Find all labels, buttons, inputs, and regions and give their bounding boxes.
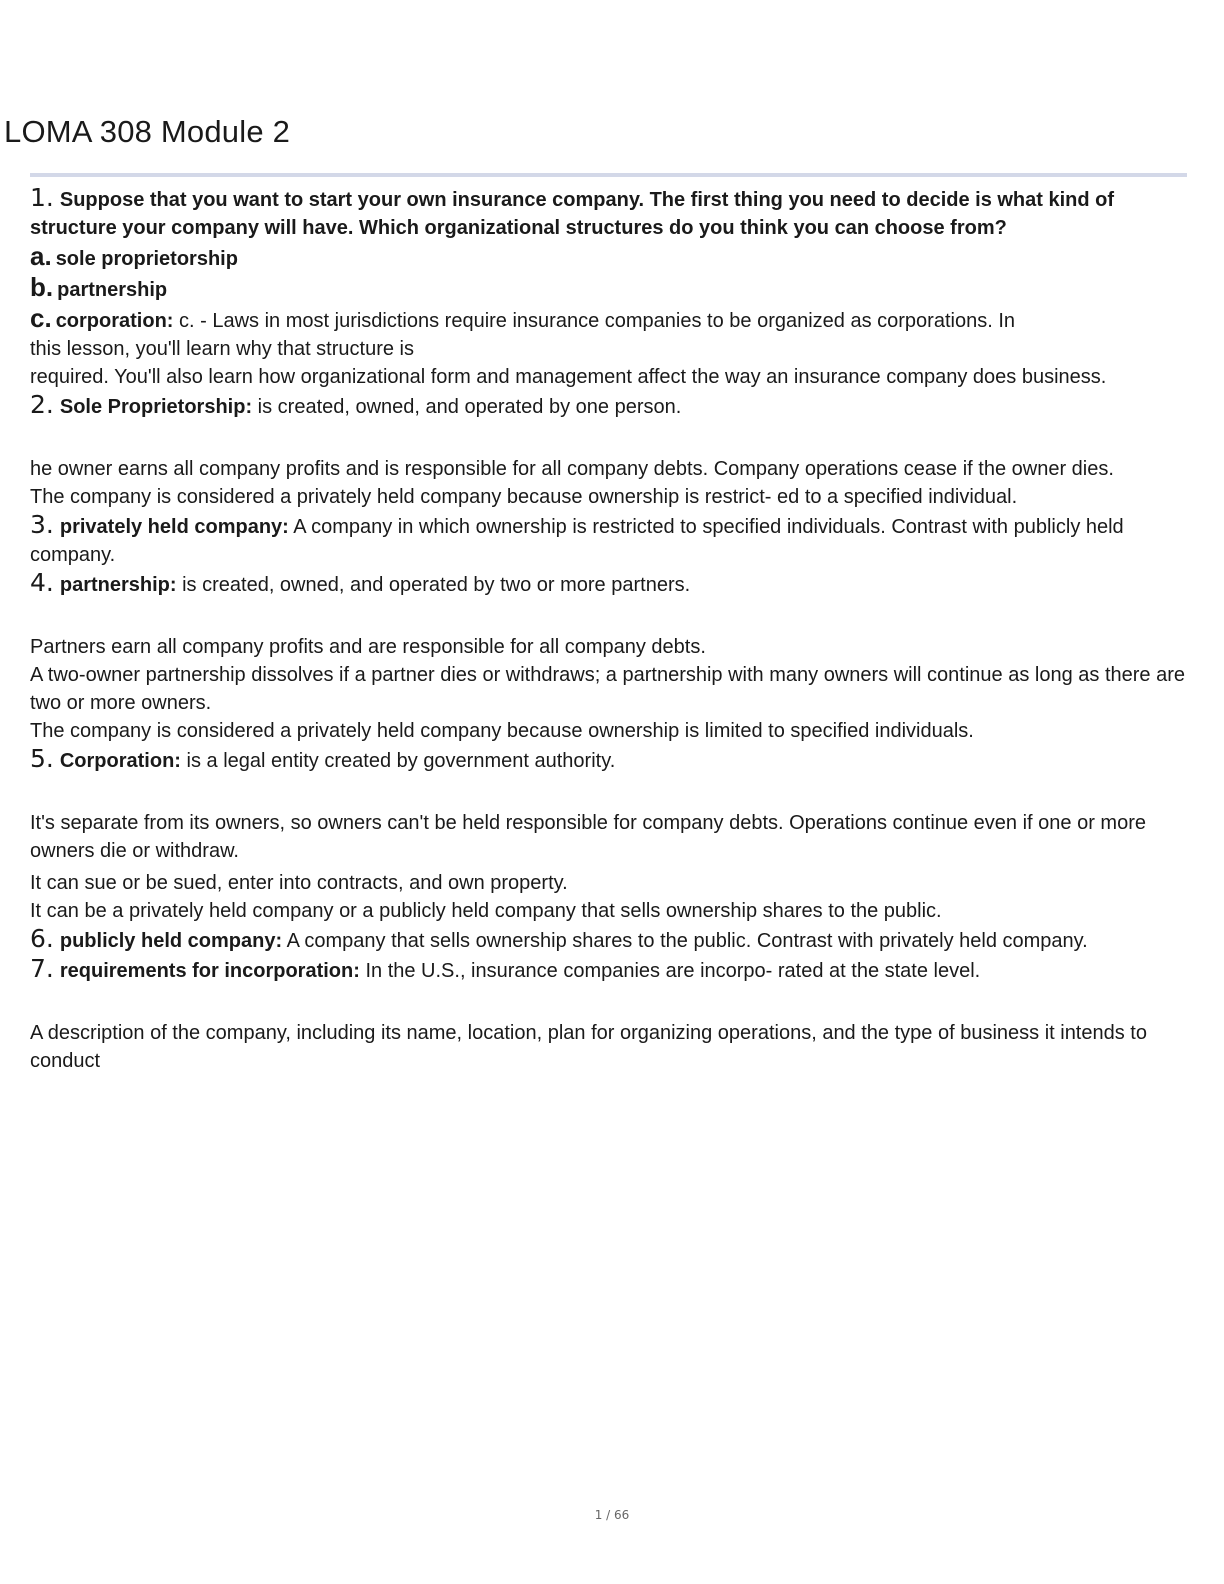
item-number: 3. — [30, 510, 54, 539]
document-title: LOMA 308 Module 2 — [4, 114, 291, 149]
term-definition: is created, owned, and operated by two or more partners. — [182, 574, 691, 596]
term-label: Sole Proprietorship: — [59, 396, 253, 418]
term-definition: A company that sells ownership shares to the public. Contrast with privately held company. — [286, 930, 1088, 952]
term-label: privately held company: — [59, 516, 289, 538]
question-1 — [30, 184, 1188, 242]
item-number: 5. — [30, 744, 54, 773]
term-6 — [30, 925, 1188, 955]
option-letter: b. — [30, 272, 54, 302]
item-number: 4. — [30, 568, 54, 597]
term-4-paragraph-3: The company is considered a privately held company because ownership is limited to specified individuals. — [30, 720, 974, 742]
spacer — [30, 421, 1188, 455]
item-number: 1. — [30, 183, 54, 212]
term-2-paragraph-1: he owner earns all company profits and is responsible for all company debts. Company operations cease if the owner dies. — [30, 458, 1114, 480]
term-label: requirements for incorporation: — [59, 960, 360, 982]
option-text: sole proprietorship — [55, 248, 238, 270]
option-letter: a. — [30, 241, 52, 271]
term-4-paragraph-1: Partners earn all company profits and are responsible for all company debts. — [30, 636, 706, 658]
term-7-paragraph-1: A description of the company, including its name, location, plan for organizing operations, and the type of business it intends to conduct — [30, 1022, 1147, 1072]
term-4-paragraph-2: A two-owner partnership dissolves if a partner dies or withdraws; a partnership with many owners will continue as long as there are two or more owners. — [30, 664, 1185, 714]
item-number: 6. — [30, 924, 54, 953]
term-5 — [30, 745, 1188, 775]
question-text: Suppose that you want to start your own insurance company. The first thing you need to decide is what kind of structure your company will have. Which organizational structures do you think you can choose from? — [30, 189, 1115, 239]
term-3 — [30, 511, 1188, 569]
term-definition: is a legal entity created by government authority. — [186, 750, 616, 772]
term-definition: is created, owned, and operated by one person. — [257, 396, 682, 418]
spacer — [30, 599, 1188, 633]
option-term: corporation: — [55, 310, 174, 332]
option-b — [30, 273, 1188, 304]
term-2-paragraph-2: The company is considered a privately held company because ownership is restrict- ed to a specified individual. — [30, 486, 1018, 508]
page-number: 1 / 66 — [594, 1508, 630, 1522]
option-explanation: c. - Laws in most jurisdictions require insurance companies to be organized as corporations. In — [179, 310, 1015, 332]
term-5-paragraph-2: It can sue or be sued, enter into contracts, and own property. — [30, 872, 568, 894]
term-2 — [30, 391, 1188, 421]
term-label: partnership: — [59, 574, 177, 596]
term-definition: In the U.S., insurance companies are incorpo- rated at the state level. — [365, 960, 981, 982]
option-c-line-2: this lesson, you'll learn why that structure is — [30, 338, 414, 360]
term-5-paragraph-1: It's separate from its owners, so owners can't be held responsible for company debts. Operations continue even if one or more owners die or withdraw. — [30, 812, 1146, 862]
term-4 — [30, 569, 1188, 599]
term-5-paragraph-3: It can be a privately held company or a publicly held company that sells ownership shares to the public. — [30, 900, 942, 922]
option-a — [30, 242, 1188, 273]
item-number: 2. — [30, 390, 54, 419]
option-c — [30, 304, 1188, 335]
option-c-line-3: required. You'll also learn how organizational form and management affect the way an insurance company does business. — [30, 366, 1107, 388]
option-letter: c. — [30, 303, 52, 333]
term-label: Corporation: — [59, 750, 181, 772]
spacer — [30, 775, 1188, 809]
spacer — [30, 985, 1188, 1019]
title-divider — [30, 173, 1187, 177]
item-number: 7. — [30, 954, 54, 983]
option-text: partnership — [57, 279, 168, 301]
term-7 — [30, 955, 1188, 985]
document-body — [30, 184, 1188, 1075]
term-label: publicly held company: — [59, 930, 283, 952]
term-definition: A company in which ownership is restricted to specified individuals. Contrast with publicly held company. — [30, 516, 1124, 566]
